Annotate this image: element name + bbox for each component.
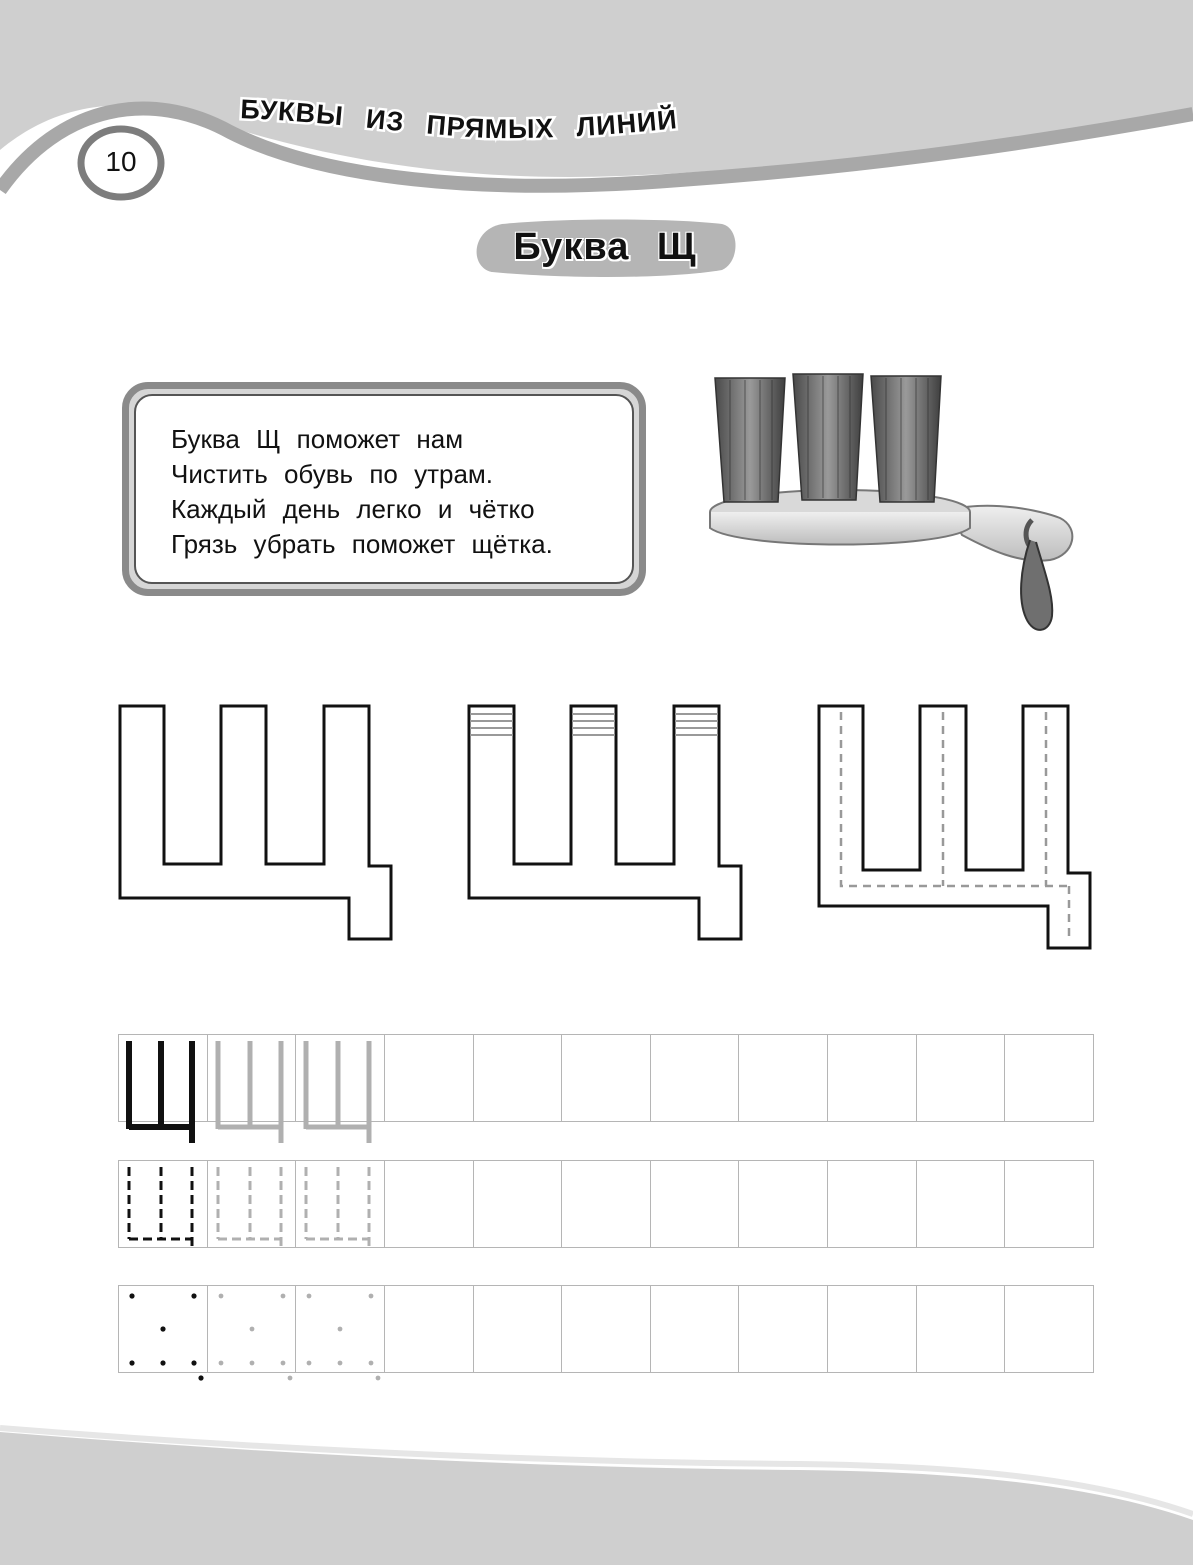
practice-cell[interactable] — [917, 1286, 1006, 1372]
practice-row-dashed — [118, 1160, 1094, 1248]
practice-cell[interactable] — [828, 1161, 917, 1247]
practice-cell[interactable] — [651, 1161, 740, 1247]
practice-cell[interactable] — [739, 1286, 828, 1372]
page-title-text: Буква Щ — [513, 225, 697, 268]
practice-cell[interactable] — [917, 1035, 1006, 1121]
poem-line: Буква Щ поможет нам — [171, 424, 464, 454]
practice-cell — [208, 1286, 297, 1372]
poem-line: Каждый день легко и чётко — [171, 494, 535, 524]
practice-row-solid — [118, 1034, 1094, 1122]
practice-cell[interactable] — [651, 1286, 740, 1372]
practice-cell[interactable] — [474, 1035, 563, 1121]
practice-cell[interactable] — [917, 1161, 1006, 1247]
page-number: 10 — [105, 146, 137, 177]
section-title-text: БУКВЫ ИЗ ПРЯМЫХ ЛИНИЙ — [239, 93, 679, 145]
practice-cell[interactable] — [474, 1161, 563, 1247]
practice-cell — [208, 1035, 297, 1121]
practice-cell[interactable] — [385, 1035, 474, 1121]
practice-cell[interactable] — [385, 1286, 474, 1372]
svg-text:БУКВЫ ИЗ ПРЯМЫХ ЛИНИЙ — [240, 94, 679, 144]
practice-row-dotted — [118, 1285, 1094, 1373]
practice-cell[interactable] — [562, 1035, 651, 1121]
practice-cell — [119, 1161, 208, 1247]
practice-cell[interactable] — [739, 1161, 828, 1247]
letter-trace-dotted — [208, 1286, 297, 1374]
letter-sample-dashed — [119, 1161, 208, 1249]
letter-sample-solid — [119, 1035, 208, 1123]
letter-trace-dashed — [208, 1161, 297, 1249]
practice-cell[interactable] — [651, 1035, 740, 1121]
practice-cell[interactable] — [562, 1161, 651, 1247]
letter-trace-gray — [208, 1035, 297, 1123]
practice-cell — [208, 1161, 297, 1247]
poem-line: Грязь убрать поможет щётка. — [171, 529, 553, 559]
letter-trace-gray — [296, 1035, 385, 1123]
practice-cell[interactable] — [1005, 1286, 1093, 1372]
section-title — [236, 92, 756, 162]
big-letter-dashed — [819, 706, 1090, 948]
big-letter-outline — [120, 706, 391, 939]
practice-cell[interactable] — [828, 1035, 917, 1121]
practice-cell[interactable] — [474, 1286, 563, 1372]
practice-cell[interactable] — [828, 1286, 917, 1372]
practice-cell — [296, 1035, 385, 1121]
big-letter-striped — [469, 706, 741, 939]
practice-cell — [296, 1161, 385, 1247]
practice-cell — [119, 1035, 208, 1121]
shoe-brush-icon — [700, 360, 1090, 660]
poem-inner — [134, 394, 634, 584]
poem-line: Чистить обувь по утрам. — [171, 459, 494, 489]
poem-box — [122, 382, 646, 596]
letter-trace-dotted — [296, 1286, 385, 1374]
page-title — [472, 218, 738, 276]
big-letters — [0, 690, 1193, 970]
letter-sample-dotted — [119, 1286, 208, 1374]
practice-cell[interactable] — [1005, 1035, 1093, 1121]
practice-cell[interactable] — [562, 1286, 651, 1372]
letter-trace-dashed — [296, 1161, 385, 1249]
practice-cell — [119, 1286, 208, 1372]
practice-cell[interactable] — [739, 1035, 828, 1121]
practice-cell[interactable] — [385, 1161, 474, 1247]
practice-cell[interactable] — [1005, 1161, 1093, 1247]
practice-cell — [296, 1286, 385, 1372]
